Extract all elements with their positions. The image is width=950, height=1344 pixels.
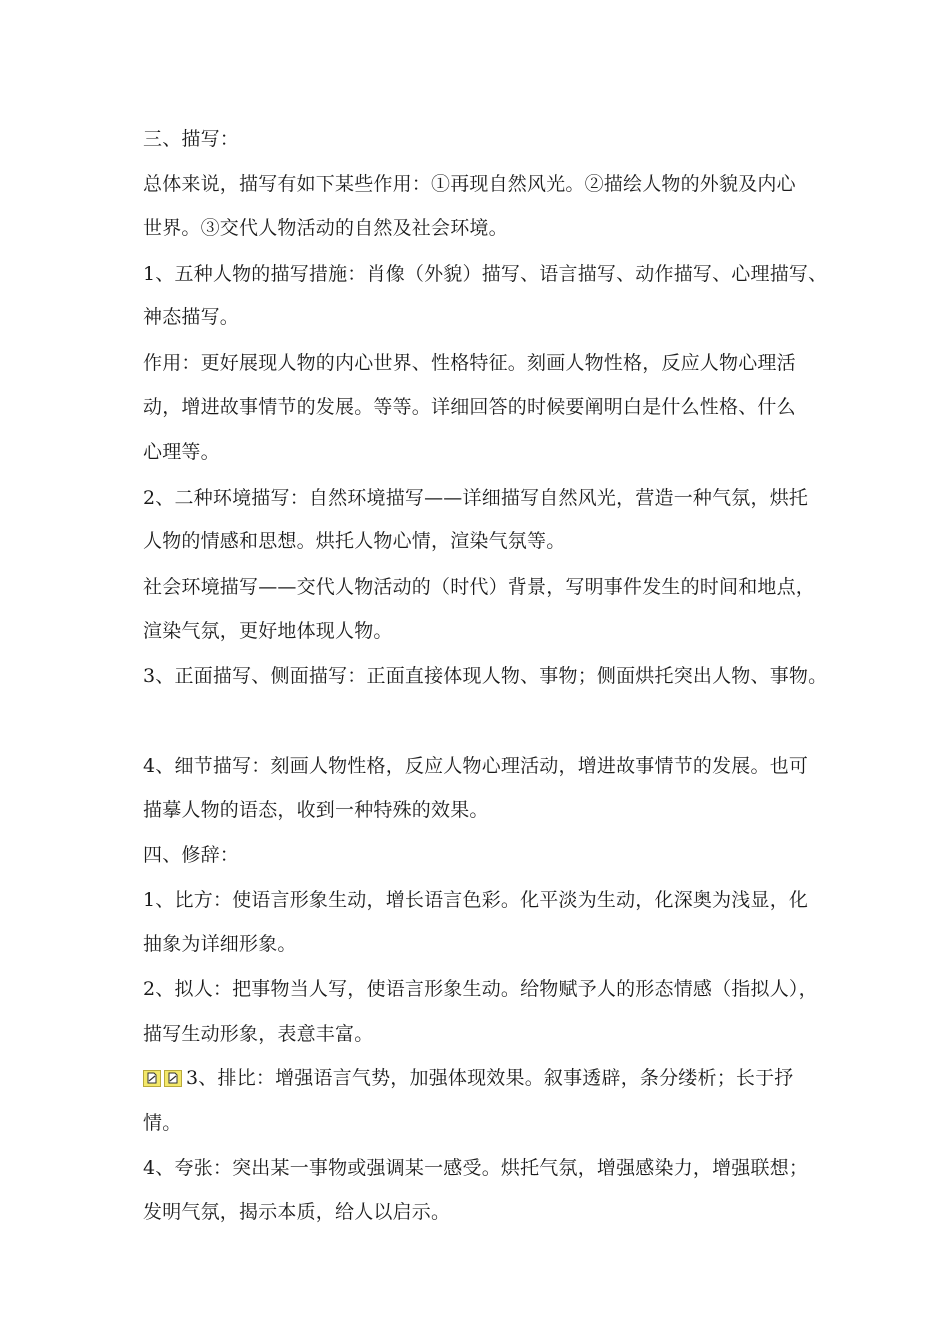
paragraph-line: 4、夸张：突出某一事物或强调某一感受。烘托气氛，增强感染力，增强联想；	[143, 1157, 809, 1179]
paragraph-line: 社会环境描写——交代人物活动的（时代）背景，写明事件发生的时间和地点，	[143, 576, 816, 598]
paragraph-line: 4、细节描写：刻画人物性格，反应人物心理活动，增进故事情节的发展。也可	[143, 755, 809, 777]
paragraph-line: 心理等。	[143, 441, 220, 463]
paragraph-line: 描摹人物的语态，收到一种特殊的效果。	[143, 799, 489, 821]
paragraph-line: 1、五种人物的描写措施：肖像（外貌）描写、语言描写、动作描写、心理描写、	[143, 263, 828, 285]
paragraph-line: 渲染气氛，更好地体现人物。	[143, 620, 393, 642]
paragraph-line: 2、二种环境描写：自然环境描写——详细描写自然风光，营造一种气氛，烘托	[143, 487, 809, 509]
paragraph-line: 发明气氛，揭示本质，给人以启示。	[143, 1201, 451, 1223]
paragraph-line: 3、正面描写、侧面描写：正面直接体现人物、事物；侧面烘托突出人物、事物。	[143, 665, 828, 687]
paragraph-line: 1、比方：使语言形象生动，增长语言色彩。化平淡为生动，化深奥为浅显，化	[143, 889, 809, 911]
paragraph-line: 人物的情感和思想。烘托人物心情，渲染气氛等。	[143, 530, 566, 552]
paragraph-line: 抽象为详细形象。	[143, 933, 297, 955]
paragraph-line: 情。	[143, 1112, 182, 1134]
document-link-icon[interactable]	[164, 1070, 182, 1087]
paragraph-line: 2、拟人：把事物当人写，使语言形象生动。给物赋予人的形态情感（指拟人），	[143, 978, 818, 1000]
section-heading-rhetoric: 四、修辞：	[143, 844, 240, 866]
paragraph-line: 总体来说，描写有如下某些作用：①再现自然风光。②描绘人物的外貌及内心	[143, 173, 796, 195]
document-link-icon[interactable]	[143, 1070, 161, 1087]
paragraph-line: 神态描写。	[143, 306, 240, 328]
paragraph-line: 动，增进故事情节的发展。等等。详细回答的时候要阐明白是什么性格、什么	[143, 396, 796, 418]
paragraph-line: 世界。③交代人物活动的自然及社会环境。	[143, 217, 508, 239]
paragraph-line: 作用：更好展现人物的内心世界、性格特征。刻画人物性格，反应人物心理活	[143, 352, 796, 374]
section-heading-description: 三、描写：	[143, 128, 240, 150]
embedded-icons	[143, 1069, 185, 1093]
paragraph-line: 描写生动形象，表意丰富。	[143, 1023, 374, 1045]
paragraph-line-with-icons	[143, 1066, 794, 1093]
paragraph-text: 3、排比：增强语言气势，加强体现效果。叙事透辟，条分缕析；长于抒	[186, 1067, 794, 1089]
